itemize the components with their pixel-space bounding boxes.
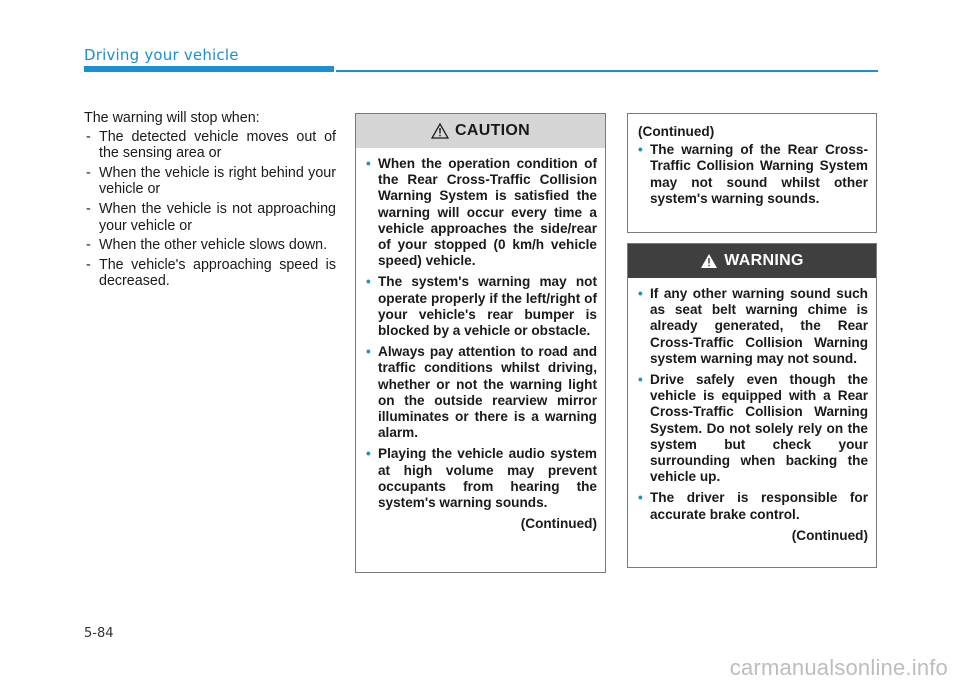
warning-title: WARNING (724, 252, 804, 269)
caution-box (355, 113, 606, 573)
page-number: 5-84 (84, 626, 114, 641)
warning-box (627, 243, 877, 568)
list-item: • When the operation condition of the Rear Cross-Traffic Collision Warning System is satisfied the warning will occur every time a vehicle approaches the side/rear of your stopped (0 km/h vehicle speed) vehicle. (366, 156, 597, 269)
list-item: - When the vehicle is not approaching your vehicle or (86, 200, 336, 234)
section-title: Driving your vehicle (84, 46, 239, 64)
warning-triangle-icon (700, 253, 718, 269)
continued-label: (Continued) (638, 124, 715, 139)
list-item: • Drive safely even though the vehicle is equipped with a Rear Cross-Traffic Collision Warning System. Do not solely rely on the system but check your surrounding when backing the vehicle up. (638, 372, 868, 485)
list-item: • The system's warning may not operate properly if the left/right of your vehicle's rear bumper is blocked by a vehicle or obstacle. (366, 274, 597, 339)
caution-header (356, 114, 605, 148)
continued-label: (Continued) (791, 527, 868, 543)
intro-lead: The warning will stop when: (84, 110, 260, 126)
watermark: carmanualsonline.info (729, 655, 948, 680)
intro-column (84, 110, 336, 293)
list-item: - When the other vehicle slows down. (86, 237, 328, 254)
list-item: - When the vehicle is right behind your vehicle or (86, 164, 336, 198)
caution-continued-body (628, 114, 876, 218)
list-item: • The driver is responsible for accurate brake control. (638, 490, 868, 522)
header-rule-thick (84, 66, 334, 72)
list-item: • If any other warning sound such as seat belt warning chime is already generated, the Rear Cross-Traffic Collision Warning system warning may not sound. (638, 286, 868, 366)
caution-triangle-icon (431, 123, 449, 139)
list-item: • Always pay attention to road and traffic conditions whilst driving, whether or not the warning light on the outside rearview mirror illuminates or there is a warning alarm. (366, 344, 597, 441)
caution-body (356, 148, 605, 538)
list-item: - The vehicle's approaching speed is decreased. (86, 256, 336, 290)
caution-title: CAUTION (455, 122, 530, 139)
list-item: • Playing the vehicle audio system at high volume may prevent occupants from hearing the system's warning sounds. (366, 446, 597, 511)
warning-header (628, 244, 876, 278)
intro-list (84, 129, 336, 290)
list-item: • The warning of the Rear Cross-Traffic Collision Warning System may not sound whilst other system's warning sounds. (638, 142, 868, 206)
header-rule-thin (336, 70, 878, 72)
warning-body (628, 278, 876, 550)
caution-continued-box (627, 113, 877, 233)
list-item: - The detected vehicle moves out of the sensing area or (86, 128, 336, 162)
continued-label: (Continued) (520, 516, 597, 532)
